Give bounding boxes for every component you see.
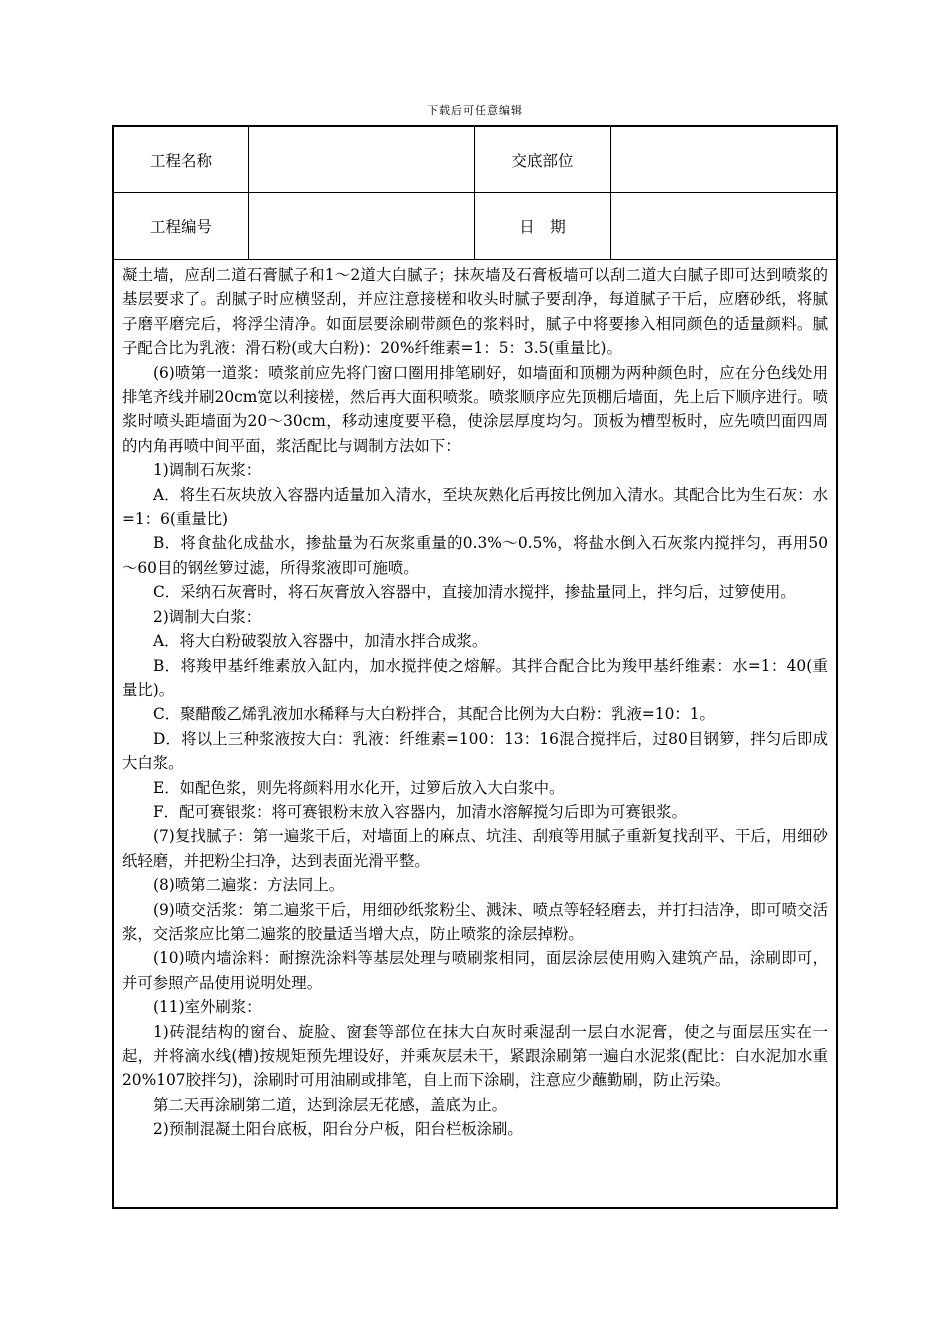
content-paragraph: D．将以上三种浆液按大白：乳液：纤维素=100：13：16混合搅拌后，过80目钢箩，拌匀后即成大白浆。 <box>122 729 828 773</box>
date-field[interactable] <box>611 193 836 260</box>
content-paragraph: (7)复找腻子：第一遍浆干后，对墙面上的麻点、坑洼、刮痕等用腻子重新复找刮平、干后，用细砂纸轻磨，并把粉尘扫净，达到表面光滑平整。 <box>122 827 828 870</box>
content-paragraph: (8)喷第二遍浆：方法同上。 <box>153 876 345 895</box>
disclosure-part-label: 交底部位 <box>475 127 611 193</box>
content-paragraph: A．将大白粉破裂放入容器中，加清水拌合成浆。 <box>153 632 488 651</box>
info-table <box>114 127 836 260</box>
project-number-label: 工程编号 <box>114 193 249 260</box>
content-paragraph: (10)喷内墙涂料：耐擦洗涂料等基层处理与喷刷浆相同，面层涂层使用购入建筑产品，涂刷即可，并可参照产品使用说明处理。 <box>122 949 828 992</box>
content-paragraph: B．将食盐化成盐水，掺盐量为石灰浆重量的0.3%～0.5%，将盐水倒入石灰浆内搅拌匀，再用50～60目的钢丝箩过滤，所得浆液即可施喷。 <box>122 534 828 577</box>
content-paragraph: 1)砖混结构的窗台、旋脸、窗套等部位在抹大白灰时乘湿刮一层白水泥膏，使之与面层压实在一起，并将滴水线(槽)按规矩预先埋设好，并乘灰层未干，紧跟涂刷第一遍白水泥浆(配比：白水泥加水重20%107胶拌匀)，涂刷时可用油刷或排笔，自上而下涂刷，注意应少蘸勤刷，防止污染。 <box>122 1022 828 1090</box>
content-paragraph: 2)调制大白浆： <box>153 607 262 626</box>
project-name-label: 工程名称 <box>114 127 249 193</box>
content-paragraph: 第二天再涂刷第二道，达到涂层无花感，盖底为止。 <box>153 1095 507 1114</box>
disclosure-content <box>114 260 836 1142</box>
content-paragraph: 2)预制混凝土阳台底板，阳台分户板，阳台栏板涂刷。 <box>153 1120 523 1139</box>
content-paragraph: 凝土墙，应刮二道石膏腻子和1～2道大白腻子；抹灰墙及石膏板墙可以刮二道大白腻子即可达到喷浆的基层要求了。刮腻子时应横竖刮，并应注意接槎和收头时腻子要刮净，每道腻子干后，应磨砂纸，将腻子磨平磨完后，将浮尘清净。如面层要涂刷带颜色的浆料时，腻子中将要掺入相同颜色的适量颜料。腻子配合比为乳液：滑石粉(或大白粉)：20%纤维素=1：5：3.5(重量比)。 <box>122 266 828 358</box>
disclosure-part-field[interactable] <box>611 127 836 193</box>
content-paragraph: (11)室外刷浆： <box>153 998 262 1017</box>
content-paragraph: C．聚醋酸乙烯乳液加水稀释与大白粉拌合，其配合比例为大白粉：乳液=10：1。 <box>153 705 715 724</box>
page-header-note: 下载后可任意编辑 <box>427 104 523 117</box>
project-name-field[interactable] <box>249 127 475 193</box>
content-paragraph: 1)调制石灰浆： <box>153 461 262 480</box>
content-paragraph: C．采纳石灰膏时，将石灰膏放入容器中，直接加清水搅拌，掺盐量同上，拌匀后，过箩使用。 <box>153 583 796 602</box>
project-number-field[interactable] <box>249 193 475 260</box>
date-label: 日 期 <box>475 193 611 260</box>
content-paragraph: B．将羧甲基纤维素放入缸内，加水搅拌使之熔解。其拌合配合比为羧甲基纤维素：水=1：40(重量比)。 <box>122 656 828 699</box>
content-paragraph: E．如配色浆，则先将颜料用水化开，过箩后放入大白浆中。 <box>153 778 565 797</box>
content-paragraph: F．配可赛银浆：将可赛银粉末放入容器内，加清水溶解搅匀后即为可赛银浆。 <box>153 802 687 821</box>
content-paragraph: A．将生石灰块放入容器内适量加入清水，至块灰熟化后再按比例加入清水。其配合比为生石灰：水=1：6(重量比) <box>122 485 828 529</box>
content-paragraph: (9)喷交活浆：第二遍浆干后，用细砂纸浆粉尘、溅沫、喷点等轻轻磨去，并打扫洁净，即可喷交活浆，交活浆应比第二遍浆的胶量适当增大点，防止喷浆的涂层掉粉。 <box>122 900 828 943</box>
technical-disclosure-sheet <box>112 125 838 1209</box>
content-paragraph: (6)喷第一道浆：喷浆前应先将门窗口圈用排笔刷好，如墙面和顶棚为两种颜色时，应在分色线处用排笔齐线并刷20cm宽以利接槎，然后再大面积喷浆。喷浆顺序应先顶棚后墙面，先上后下顺序进行。喷浆时喷头距墙面为20～30cm，移动速度要平稳，使涂层厚度均匀。顶板为槽型板时，应先喷凹面四周的内角再喷中间平面，浆活配比与调制方法如下： <box>122 363 828 455</box>
